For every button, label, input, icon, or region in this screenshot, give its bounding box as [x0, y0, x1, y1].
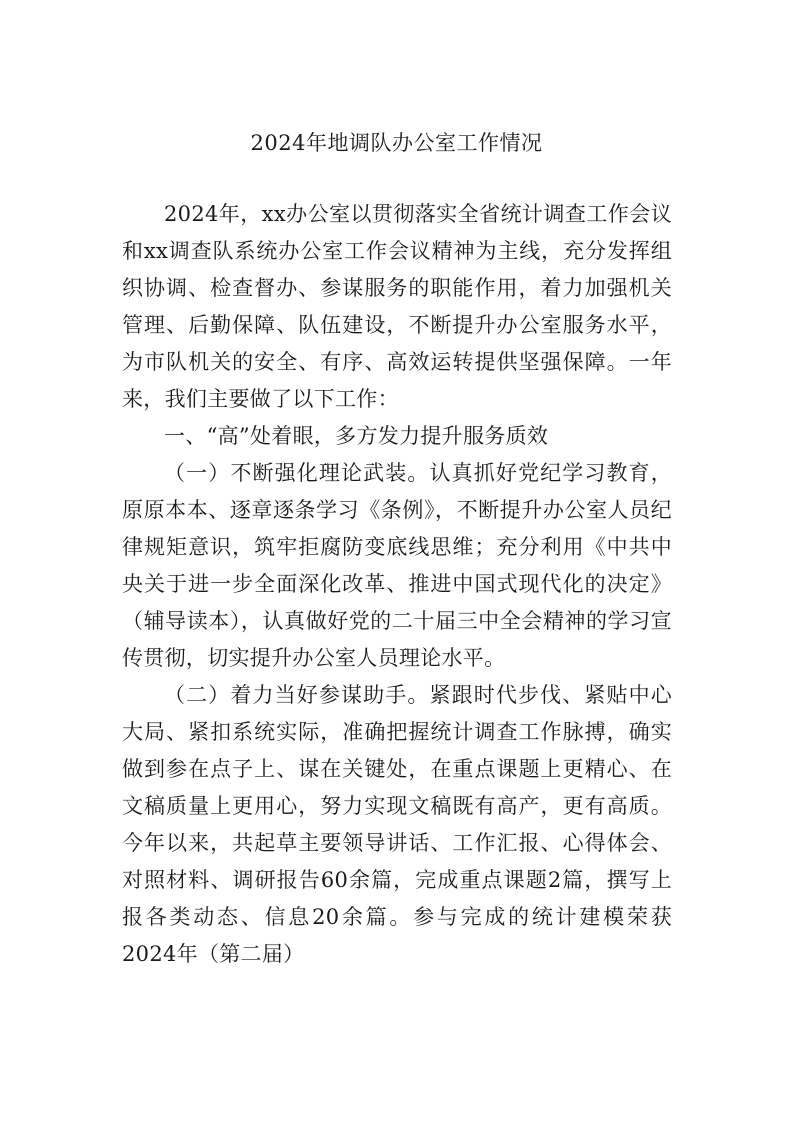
document-title: 2024年地调队办公室工作情况: [250, 131, 543, 155]
document-body: [122, 196, 672, 973]
item-paragraph-2: （二）着力当好参谋助手。紧跟时代步伐、紧贴中心大局、紧扣系统实际，准确把握统计调查工作脉搏，确实做到参在点子上、谋在关键处，在重点课题上更精心、在文稿质量上更用心，努力实现文稿既有高产，更有高质。今年以来，共起草主要领导讲话、工作汇报、心得体会、对照材料、调研报告60余篇，完成重点课题2篇，撰写上报各类动态、信息20余篇。参与完成的统计建模荣获2024年（第二届）: [122, 683, 672, 966]
intro-paragraph: 2024年，xx办公室以贯彻落实全省统计调查工作会议和xx调查队系统办公室工作会议精神为主线，充分发挥组织协调、检查督办、参谋服务的职能作用，着力加强机关管理、后勤保障、队伍建设，不断提升办公室服务水平，为市队机关的安全、有序、高效运转提供坚强保障。一年来，我们主要做了以下工作：: [122, 202, 672, 411]
item-paragraph-1: （一）不断强化理论武装。认真抓好党纪学习教育，原原本本、逐章逐条学习《条例》，不断提升办公室人员纪律规矩意识，筑牢拒腐防变底线思维；充分利用《中共中央关于进一步全面深化改革、推进中国式现代化的决定》（辅导读本），认真做好党的二十届三中全会精神的学习宣传贯彻，切实提升办公室人员理论水平。: [122, 461, 672, 670]
section-heading-1: 一、“高”处着眼，多方发力提升服务质效: [164, 424, 549, 448]
